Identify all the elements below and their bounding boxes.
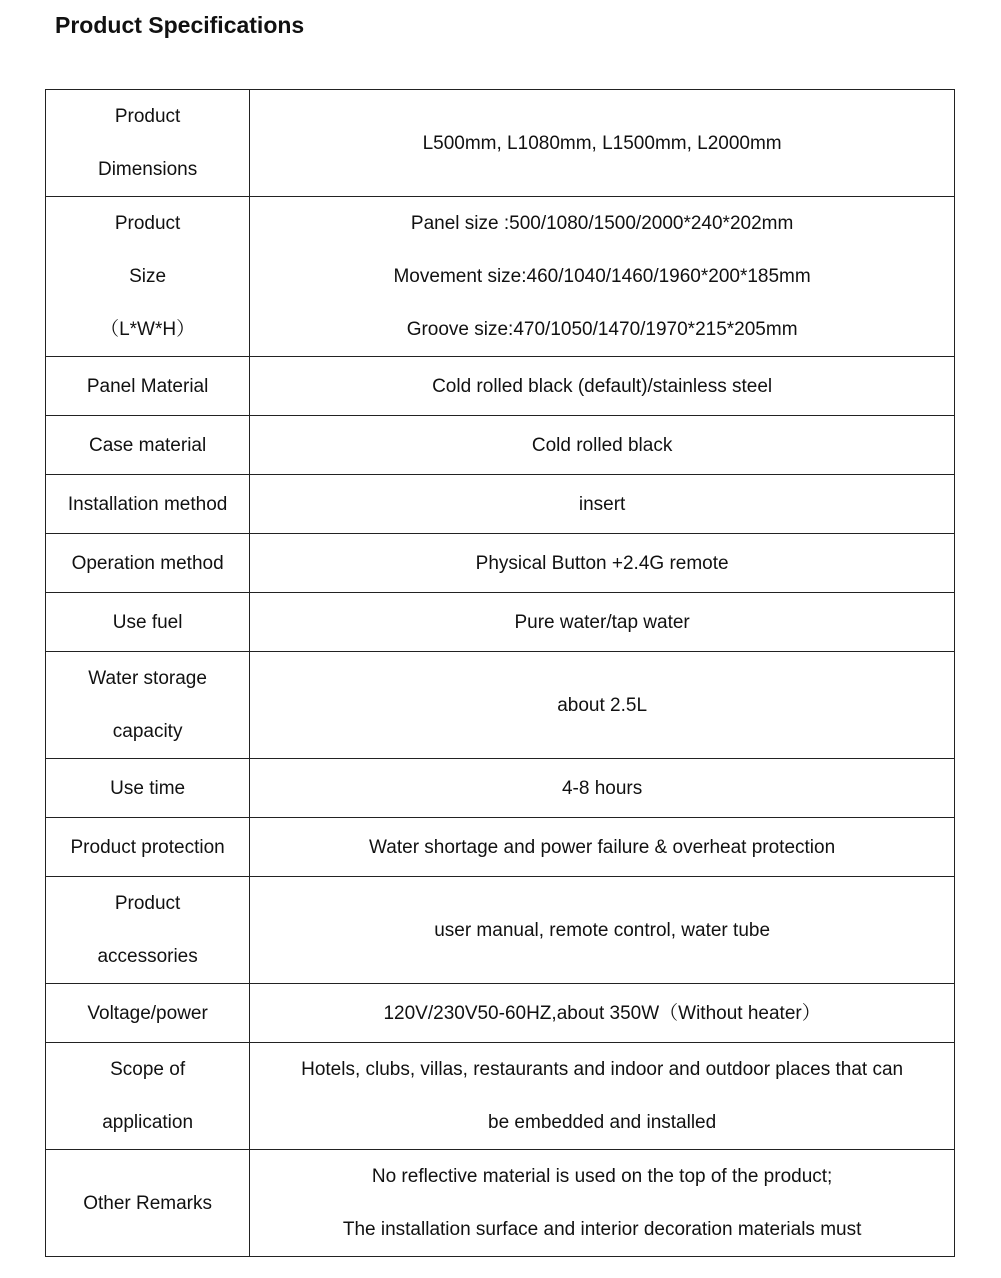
spec-value: about 2.5L	[557, 694, 648, 716]
page-title: Product Specifications	[55, 12, 305, 38]
spec-label: Installation method	[67, 493, 228, 515]
spec-label-cell	[46, 818, 250, 877]
spec-label: accessories	[97, 946, 198, 967]
spec-label: Panel Material	[86, 375, 209, 397]
spec-label-cell	[46, 475, 250, 534]
spec-value-cell	[250, 1150, 955, 1257]
spec-value-cell	[250, 1043, 955, 1150]
spec-label: （L*W*H）	[100, 319, 196, 340]
table-row	[46, 759, 955, 818]
spec-value: Pure water/tap water	[514, 611, 690, 633]
spec-label-cell	[46, 877, 250, 984]
table-row	[46, 357, 955, 416]
table-row	[46, 984, 955, 1043]
spec-value-cell	[250, 416, 955, 475]
table-row	[46, 652, 955, 759]
spec-value: No reflective material is used on the top of the product;	[371, 1166, 833, 1187]
spec-value: Cold rolled black (default)/stainless steel	[432, 375, 773, 397]
table-row	[46, 90, 955, 197]
spec-value: Groove size:470/1050/1470/1970*215*205mm	[406, 319, 798, 340]
spec-label: Size	[129, 266, 167, 287]
spec-value: 120V/230V50-60HZ,about 350W（Without heater）	[383, 1002, 821, 1024]
spec-label-cell	[46, 593, 250, 652]
table-row	[46, 197, 955, 357]
spec-value-cell	[250, 90, 955, 197]
table-row	[46, 1150, 955, 1257]
spec-value: user manual, remote control, water tube	[434, 919, 771, 941]
spec-label: Scope of	[110, 1059, 186, 1080]
spec-label: capacity	[112, 721, 183, 742]
spec-label: Water storage	[88, 668, 207, 689]
table-row	[46, 534, 955, 593]
spec-value-cell	[250, 818, 955, 877]
spec-value-cell	[250, 534, 955, 593]
spec-value-cell	[250, 357, 955, 416]
spec-value-cell	[250, 652, 955, 759]
spec-label-cell	[46, 652, 250, 759]
spec-value-cell	[250, 475, 955, 534]
table-row	[46, 877, 955, 984]
spec-table	[45, 89, 955, 1257]
spec-value: Cold rolled black	[531, 434, 673, 456]
spec-label: Voltage/power	[87, 1002, 208, 1024]
spec-label: Case material	[89, 434, 207, 456]
spec-label-cell	[46, 357, 250, 416]
spec-value-cell	[250, 593, 955, 652]
table-row	[46, 818, 955, 877]
spec-value: Hotels, clubs, villas, restaurants and indoor and outdoor places that can	[301, 1059, 904, 1080]
spec-label-cell	[46, 1150, 250, 1257]
spec-label-cell	[46, 416, 250, 475]
spec-label: Product protection	[70, 836, 225, 858]
spec-value: be embedded and installed	[488, 1112, 717, 1133]
spec-label: Use fuel	[112, 611, 183, 633]
spec-value: Water shortage and power failure & overheat protection	[369, 836, 836, 858]
spec-label: application	[102, 1112, 194, 1133]
spec-value-cell	[250, 759, 955, 818]
table-row	[46, 475, 955, 534]
spec-label-cell	[46, 90, 250, 197]
spec-label-cell	[46, 1043, 250, 1150]
spec-label: Dimensions	[97, 159, 198, 180]
spec-value: The installation surface and interior decoration materials must	[342, 1219, 862, 1240]
table-row	[46, 593, 955, 652]
spec-label: Product	[114, 213, 181, 234]
spec-value: Panel size :500/1080/1500/2000*240*202mm	[410, 213, 794, 234]
spec-label-cell	[46, 759, 250, 818]
spec-label-cell	[46, 197, 250, 357]
spec-value-cell	[250, 197, 955, 357]
spec-value: 4-8 hours	[561, 777, 643, 799]
spec-label: Use time	[110, 777, 186, 799]
spec-value: Movement size:460/1040/1460/1960*200*185mm	[393, 266, 811, 287]
spec-label-cell	[46, 534, 250, 593]
spec-value: L500mm, L1080mm, L1500mm, L2000mm	[422, 132, 782, 154]
spec-label-cell	[46, 984, 250, 1043]
table-row	[46, 416, 955, 475]
spec-value: Physical Button +2.4G remote	[475, 552, 729, 574]
table-row	[46, 1043, 955, 1150]
spec-value-cell	[250, 877, 955, 984]
spec-label: Operation method	[71, 552, 224, 574]
spec-label: Other Remarks	[83, 1192, 213, 1214]
spec-label: Product	[114, 106, 181, 127]
spec-label: Product	[114, 893, 181, 914]
spec-value: insert	[578, 493, 626, 515]
spec-value-cell	[250, 984, 955, 1043]
